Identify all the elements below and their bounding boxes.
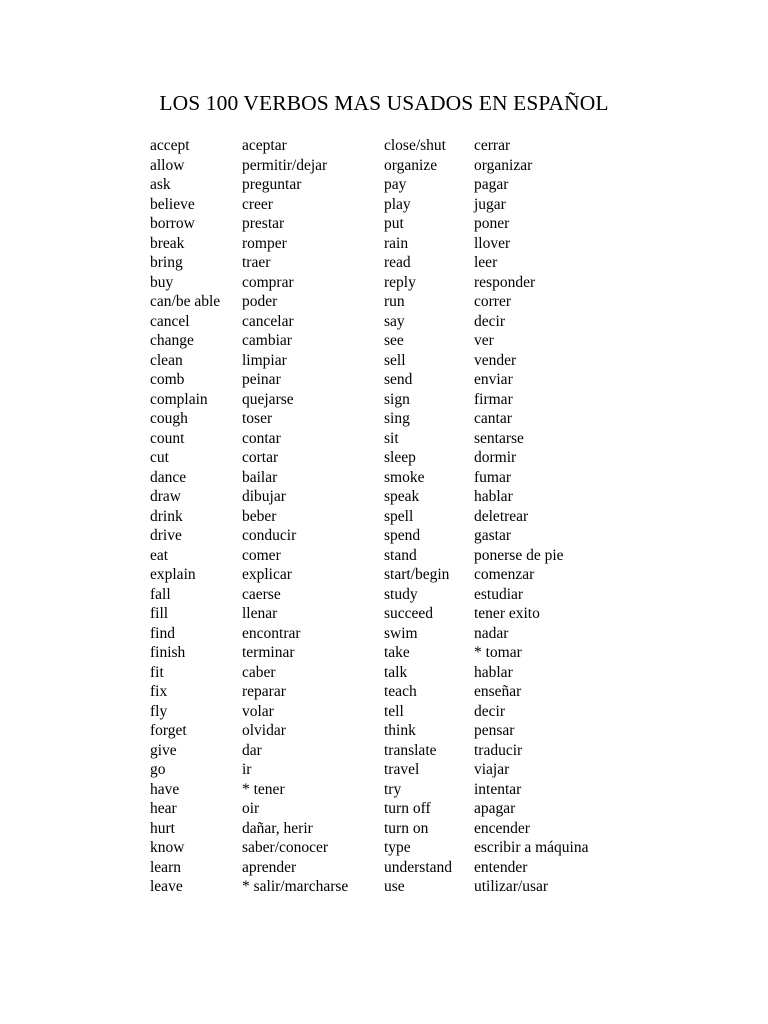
spanish-verb: tener exito (474, 605, 540, 622)
english-verb: smoke (384, 468, 425, 486)
english-verb: learn (150, 858, 181, 876)
spanish-verb: correr (474, 293, 511, 310)
english-verb: organize (384, 156, 438, 174)
english-verb: spend (384, 527, 421, 544)
table-row (150, 448, 620, 468)
spanish-verb: dormir (474, 449, 517, 466)
spanish-verb: peinar (242, 371, 281, 388)
table-row (150, 175, 620, 195)
spanish-verb: traer (242, 254, 271, 271)
english-verb: run (384, 293, 405, 310)
spanish-verb: comprar (242, 273, 294, 291)
spanish-verb: intentar (474, 780, 522, 798)
english-verb: cut (150, 449, 169, 466)
table-row (150, 546, 620, 566)
spanish-verb: enseñar (474, 683, 522, 700)
english-verb: eat (150, 546, 169, 564)
spanish-verb: llenar (242, 605, 278, 622)
english-verb: type (384, 839, 411, 856)
english-verb: stand (384, 546, 417, 564)
english-verb: believe (150, 195, 195, 213)
table-row (150, 799, 620, 819)
table-row (150, 858, 620, 878)
spanish-verb: contar (242, 429, 281, 447)
spanish-verb: escribir a máquina (474, 839, 589, 856)
spanish-verb: * salir/marcharse (242, 878, 349, 895)
spanish-verb: caber (242, 663, 276, 681)
spanish-verb: firmar (474, 390, 513, 408)
table-row (150, 877, 620, 897)
english-verb: fly (150, 702, 168, 720)
table-row (150, 156, 620, 176)
table-row (150, 273, 620, 293)
table-row (150, 351, 620, 371)
table-row (150, 741, 620, 761)
table-row (150, 507, 620, 527)
table-row (150, 565, 620, 585)
english-verb: put (384, 215, 404, 232)
table-row (150, 624, 620, 644)
spanish-verb: organizar (474, 156, 533, 174)
english-verb: translate (384, 741, 437, 759)
table-row (150, 721, 620, 741)
english-verb: hurt (150, 819, 175, 837)
table-row (150, 312, 620, 332)
table-row (150, 253, 620, 273)
table-row (150, 195, 620, 215)
english-verb: turn on (384, 819, 429, 837)
spanish-verb: preguntar (242, 176, 302, 193)
table-row (150, 643, 620, 663)
english-verb: take (384, 644, 410, 661)
english-verb: sell (384, 351, 406, 369)
spanish-verb: cerrar (474, 137, 511, 154)
spanish-verb: saber/conocer (242, 839, 329, 856)
english-verb: go (150, 761, 166, 778)
spanish-verb: cambiar (242, 332, 292, 349)
english-verb: leave (150, 878, 183, 895)
spanish-verb: cantar (474, 410, 512, 427)
table-row (150, 526, 620, 546)
spanish-verb: decir (474, 702, 505, 720)
spanish-verb: decir (474, 312, 505, 330)
english-verb: break (150, 234, 185, 252)
english-verb: rain (384, 234, 409, 252)
english-verb: ask (150, 176, 171, 193)
english-verb: start/begin (384, 566, 450, 583)
spanish-verb: traducir (474, 741, 523, 759)
english-verb: use (384, 878, 405, 895)
table-row (150, 487, 620, 507)
spanish-verb: deletrear (474, 507, 529, 525)
english-verb: have (150, 780, 180, 798)
english-verb: play (384, 195, 411, 213)
english-verb: give (150, 741, 177, 759)
spanish-verb: utilizar/usar (474, 878, 549, 895)
english-verb: count (150, 429, 185, 447)
spanish-verb: estudiar (474, 585, 524, 603)
table-row (150, 331, 620, 351)
english-verb: draw (150, 488, 181, 505)
english-verb: cancel (150, 312, 190, 330)
table-row (150, 468, 620, 488)
english-verb: understand (384, 858, 453, 876)
english-verb: pay (384, 176, 407, 193)
spanish-verb: permitir/dejar (242, 156, 328, 174)
spanish-verb: dañar, herir (242, 819, 313, 837)
table-row (150, 214, 620, 234)
spanish-verb: prestar (242, 215, 285, 232)
spanish-verb: volar (242, 702, 274, 720)
english-verb: sit (384, 429, 399, 447)
english-verb: send (384, 371, 413, 388)
spanish-verb: creer (242, 195, 273, 213)
spanish-verb: oir (242, 800, 260, 817)
spanish-verb: ir (242, 761, 252, 778)
spanish-verb: comer (242, 546, 281, 564)
english-verb: find (150, 624, 175, 642)
spanish-verb: comenzar (474, 566, 535, 583)
spanish-verb: aprender (242, 858, 297, 876)
table-row (150, 429, 620, 449)
table-row (150, 702, 620, 722)
spanish-verb: dibujar (242, 488, 286, 505)
table-row (150, 234, 620, 254)
english-verb: swim (384, 624, 418, 642)
spanish-verb: gastar (474, 527, 512, 544)
english-verb: drive (150, 527, 182, 544)
spanish-verb: terminar (242, 644, 295, 661)
english-verb: see (384, 332, 404, 349)
english-verb: try (384, 780, 402, 798)
english-verb: drink (150, 507, 183, 525)
table-row (150, 819, 620, 839)
english-verb: close/shut (384, 137, 446, 154)
english-verb: finish (150, 644, 186, 661)
spanish-verb: llover (474, 234, 511, 252)
table-row (150, 663, 620, 683)
english-verb: allow (150, 156, 185, 174)
spanish-verb: nadar (474, 624, 509, 642)
spanish-verb: toser (242, 410, 273, 427)
spanish-verb: * tener (242, 780, 285, 798)
spanish-verb: hablar (474, 488, 513, 505)
spanish-verb: conducir (242, 527, 297, 544)
spanish-verb: poner (474, 215, 510, 232)
english-verb: fix (150, 683, 168, 700)
english-verb: sleep (384, 449, 416, 466)
spanish-verb: fumar (474, 468, 512, 486)
english-verb: comb (150, 371, 185, 388)
table-row (150, 780, 620, 800)
english-verb: explain (150, 566, 196, 583)
table-row (150, 292, 620, 312)
english-verb: reply (384, 273, 416, 291)
spanish-verb: encender (474, 819, 530, 837)
spanish-verb: bailar (242, 468, 278, 486)
spanish-verb: responder (474, 273, 536, 291)
english-verb: turn off (384, 800, 431, 817)
english-verb: spell (384, 507, 414, 525)
spanish-verb: ver (474, 332, 494, 349)
english-verb: speak (384, 488, 420, 505)
table-row (150, 838, 620, 858)
english-verb: buy (150, 273, 174, 291)
spanish-verb: ponerse de pie (474, 546, 564, 564)
spanish-verb: quejarse (242, 390, 294, 408)
spanish-verb: cancelar (242, 312, 294, 330)
spanish-verb: cortar (242, 449, 279, 466)
spanish-verb: * tomar (474, 644, 522, 661)
english-verb: sing (384, 410, 410, 427)
english-verb: say (384, 312, 405, 330)
english-verb: think (384, 722, 416, 739)
spanish-verb: caerse (242, 585, 281, 603)
english-verb: change (150, 332, 194, 349)
english-verb: tell (384, 702, 404, 720)
spanish-verb: dar (242, 741, 262, 759)
spanish-verb: explicar (242, 566, 292, 583)
spanish-verb: apagar (474, 800, 516, 817)
english-verb: travel (384, 761, 420, 778)
spanish-verb: beber (242, 507, 277, 525)
spanish-verb: reparar (242, 683, 286, 700)
table-row (150, 585, 620, 605)
english-verb: complain (150, 390, 208, 408)
english-verb: succeed (384, 605, 434, 622)
english-verb: accept (150, 137, 190, 154)
spanish-verb: leer (474, 254, 498, 271)
spanish-verb: poder (242, 293, 278, 310)
english-verb: fit (150, 663, 164, 681)
table-row (150, 409, 620, 429)
english-verb: dance (150, 468, 187, 486)
english-verb: study (384, 585, 418, 603)
spanish-verb: limpiar (242, 351, 287, 369)
table-row (150, 136, 620, 156)
english-verb: know (150, 839, 185, 856)
spanish-verb: pagar (474, 176, 509, 193)
english-verb: teach (384, 683, 417, 700)
table-row (150, 682, 620, 702)
english-verb: fill (150, 605, 169, 622)
english-verb: forget (150, 722, 187, 739)
spanish-verb: olvidar (242, 722, 286, 739)
spanish-verb: viajar (474, 761, 510, 778)
english-verb: borrow (150, 215, 195, 232)
table-row (150, 760, 620, 780)
english-verb: bring (150, 254, 183, 271)
spanish-verb: jugar (474, 195, 506, 213)
spanish-verb: hablar (474, 663, 513, 681)
verb-table (150, 136, 620, 898)
spanish-verb: enviar (474, 371, 513, 388)
table-row (150, 604, 620, 624)
page-title: LOS 100 VERBOS MAS USADOS EN ESPAÑOL (159, 91, 609, 115)
english-verb: clean (150, 351, 183, 369)
spanish-verb: sentarse (474, 429, 524, 447)
table-row (150, 370, 620, 390)
table-row (150, 390, 620, 410)
spanish-verb: vender (474, 351, 517, 369)
english-verb: can/be able (150, 293, 221, 310)
english-verb: cough (150, 410, 188, 427)
spanish-verb: pensar (474, 722, 515, 739)
spanish-verb: encontrar (242, 624, 301, 642)
spanish-verb: romper (242, 234, 287, 252)
spanish-verb: entender (474, 858, 528, 876)
english-verb: fall (150, 585, 171, 603)
spanish-verb: aceptar (242, 137, 287, 154)
english-verb: hear (150, 800, 177, 817)
english-verb: talk (384, 663, 408, 681)
english-verb: sign (384, 390, 410, 408)
english-verb: read (384, 254, 411, 271)
